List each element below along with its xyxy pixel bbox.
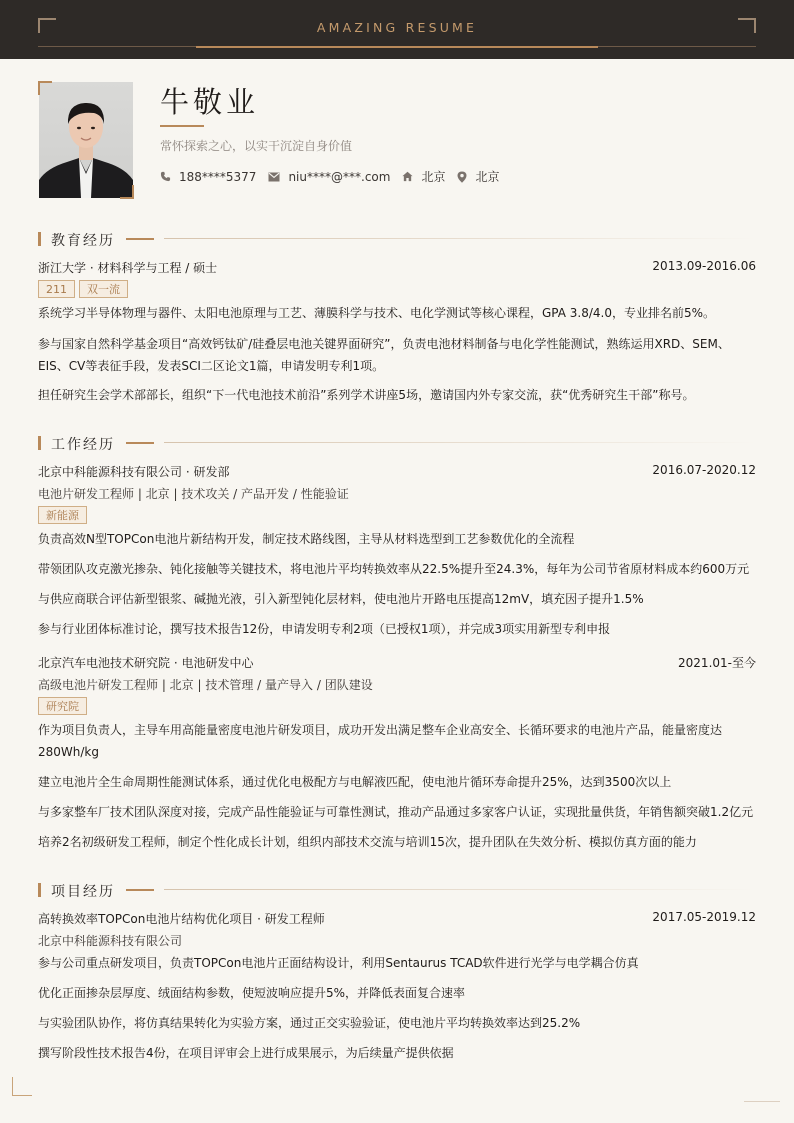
candidate-name: 牛敬业 <box>160 85 260 119</box>
job-date: 2016.07-2020.12 <box>652 463 756 477</box>
section-divider <box>164 442 756 443</box>
education-date: 2013.09-2016.06 <box>652 259 756 273</box>
job-item: 参与行业团体标准讨论，撰写技术报告12份，申请发明专利2项（已授权1项），并完成3项实用新型专利申报 <box>38 622 611 636</box>
education-item: 系统学习半导体物理与器件、太阳电池原理与工艺、薄膜科学与技术、电化学测试等核心课程，GPA 3.8/4.0，专业排名前5%。 <box>38 306 716 320</box>
email-address: niu****@***.com <box>288 169 391 184</box>
job-tags <box>38 506 91 524</box>
section-divider <box>164 889 756 890</box>
location-pin-icon <box>457 171 467 183</box>
section-accent <box>126 889 154 891</box>
job-item: 与多家整车厂技术团队深度对接，完成产品性能验证与可靠性测试，推动产品通过多家客户认证，实现批量供货，年销售额突破1.2亿元 <box>38 805 754 819</box>
phone-icon <box>160 171 171 182</box>
contact-email <box>268 170 390 184</box>
job-item: 作为项目负责人，主导车用高能量密度电池片研发项目，成功开发出满足整车企业高安全、长循环要求的电池片产品，能量密度达280Wh/kg <box>38 723 723 759</box>
section-divider <box>164 238 756 239</box>
tag-badge: 新能源 <box>38 506 87 524</box>
education-tags <box>38 280 132 298</box>
job-tags <box>38 697 91 715</box>
job-item: 与供应商联合评估新型银浆、碱抛光液，引入新型钝化层材料，使电池片开路电压提高12mV，填充因子提升1.5% <box>38 592 644 606</box>
school-name: 浙江大学 · 材料科学与工程 / 硕士 <box>38 261 218 275</box>
section-marker <box>38 436 41 450</box>
section-marker <box>38 883 41 897</box>
job-item: 带领团队攻克激光掺杂、钝化接触等关键技术，将电池片平均转换效率从22.5%提升至24.3%，每年为公司节省原材料成本约600万元 <box>38 562 750 576</box>
project-entry-header <box>38 910 756 927</box>
project-title: 高转换效率TOPCon电池片结构优化项目 · 研发工程师 <box>38 912 325 926</box>
contact-location <box>457 168 499 185</box>
name-underline <box>160 125 204 127</box>
job-entry-header <box>38 654 756 671</box>
corner-ornament <box>12 1077 32 1096</box>
banner-accent-rule <box>196 46 598 48</box>
job-date: 2021.01-至今 <box>678 656 756 670</box>
education-item: 担任研究生会学术部部长，组织“下一代电池技术前沿”系列学术讲座5场，邀请国内外专家交流，获“优秀研究生干部”称号。 <box>38 388 695 402</box>
banner-title: AMAZING RESUME <box>316 20 478 35</box>
portrait-photo <box>39 82 133 198</box>
header-banner <box>0 0 794 59</box>
home-icon <box>402 171 413 182</box>
project-item: 与实验团队协作，将仿真结果转化为实验方案，通过正交实验验证，使电池片平均转换效率达到25.2% <box>38 1016 581 1030</box>
job-item: 培养2名初级研发工程师，制定个性化成长计划，组织内部技术交流与培训15次，提升团队在失效分析、模拟仿真方面的能力 <box>38 835 697 849</box>
section-header-project <box>38 881 756 899</box>
hometown: 北京 <box>421 170 446 184</box>
section-marker <box>38 232 41 246</box>
mail-icon <box>268 172 280 182</box>
project-date: 2017.05-2019.12 <box>652 910 756 924</box>
motto: 常怀探索之心，以实干沉淀自身价值 <box>160 139 353 153</box>
project-item: 撰写阶段性技术报告4份，在项目评审会上进行成果展示，为后续量产提供依据 <box>38 1046 454 1060</box>
tag-badge: 双一流 <box>79 280 128 298</box>
section-title: 项目经历 <box>51 884 115 900</box>
section-accent <box>126 442 154 444</box>
contact-phone <box>160 170 256 184</box>
section-header-education <box>38 230 756 248</box>
project-item: 优化正面掺杂层厚度、绒面结构参数，使短波响应提升5%，并降低表面复合速率 <box>38 986 466 1000</box>
photo-corner <box>120 185 134 199</box>
avatar <box>38 81 134 199</box>
phone-number: 188****5377 <box>179 169 257 184</box>
education-item: 参与国家自然科学基金项目“高效钙钛矿/硅叠层电池关键界面研究”，负责电池材料制备与电化学性能测试，熟练运用XRD、SEM、EIS、CV等表征手段，发表SCI二区论文1篇，申请发明专利1项。 <box>38 337 730 373</box>
current-city: 北京 <box>475 170 500 184</box>
job-role: 高级电池片研发工程师 | 北京 | 技术管理 / 量产导入 / 团队建设 <box>38 678 373 692</box>
section-accent <box>126 238 154 240</box>
photo-corner <box>38 81 52 95</box>
section-title: 教育经历 <box>51 233 115 249</box>
tag-badge: 211 <box>38 280 75 298</box>
footer-rule <box>744 1101 780 1102</box>
section-header-work <box>38 434 756 452</box>
company-name: 北京中科能源科技有限公司 · 研发部 <box>38 465 230 479</box>
job-item: 建立电池片全生命周期性能测试体系，通过优化电极配方与电解液匹配，使电池片循环寿命提升25%，达到3500次以上 <box>38 775 672 789</box>
company-name: 北京汽车电池技术研究院 · 电池研发中心 <box>38 656 254 670</box>
contact-home <box>402 168 445 185</box>
job-entry-header <box>38 463 756 480</box>
job-role: 电池片研发工程师 | 北京 | 技术攻关 / 产品开发 / 性能验证 <box>38 487 349 501</box>
project-org: 北京中科能源科技有限公司 <box>38 934 183 948</box>
section-title: 工作经历 <box>51 437 115 453</box>
tag-badge: 研究院 <box>38 697 87 715</box>
job-item: 负责高效N型TOPCon电池片新结构开发，制定技术路线图，主导从材料选型到工艺参数优化的全流程 <box>38 532 575 546</box>
project-item: 参与公司重点研发项目，负责TOPCon电池片正面结构设计，利用Sentaurus TCAD软件进行光学与电学耦合仿真 <box>38 956 639 970</box>
contact-list <box>160 168 511 185</box>
education-entry-header <box>38 259 756 276</box>
